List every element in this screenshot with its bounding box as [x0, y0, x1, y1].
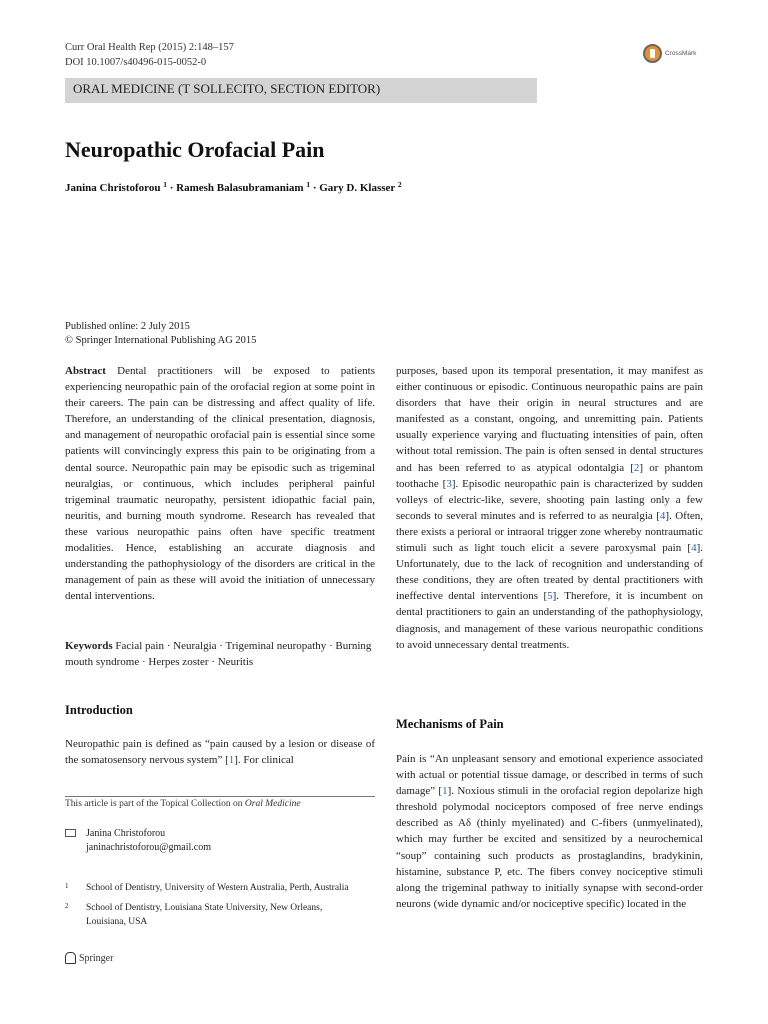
- body-text: Pain is “An unpleasant sensory and emotional experience associated with actual or potential tissue damage, or described in terms of such damage” [: [396, 753, 703, 798]
- mechanisms-heading: Mechanisms of Pain: [396, 717, 504, 731]
- author-affiliation-mark: 1: [163, 180, 167, 189]
- footnote-divider: [65, 796, 375, 797]
- publisher-logo: [65, 952, 113, 964]
- mechanisms-section: [396, 751, 703, 912]
- author-name[interactable]: Gary D. Klasser: [319, 182, 396, 194]
- body-text: ]. Unfortunately, due to the lack of recognition and understanding of these conditions, they are often treated by dental practitioners with ineffective dental interventions [: [396, 542, 703, 603]
- citation-link[interactable]: 1: [228, 754, 235, 767]
- topical-collection-note: [65, 799, 301, 809]
- citation-link[interactable]: 4: [659, 509, 666, 522]
- crossmark-badge[interactable]: [643, 44, 696, 63]
- affiliation: [65, 901, 331, 929]
- publication-info: [65, 320, 256, 348]
- journal-citation: [65, 40, 234, 70]
- keywords-label: Keywords: [65, 640, 113, 652]
- introduction-section: [65, 736, 375, 768]
- body-text: ]. Episodic neuropathic pain is characterized by sudden volleys of electric-like, severe, shooting pain lasting only a few seconds to several minutes and is referred to as neuralgia [: [396, 477, 703, 522]
- doi[interactable]: DOI 10.1007/s40496-015-0052-0: [65, 57, 207, 68]
- author-name[interactable]: Ramesh Balasubramaniam: [176, 182, 304, 194]
- citation-link[interactable]: 2: [633, 461, 640, 474]
- author-separator: ·: [312, 182, 317, 194]
- author-separator: ·: [169, 182, 174, 194]
- keywords-section: [65, 638, 375, 670]
- abstract-section: [65, 363, 375, 604]
- affiliation-text: School of Dentistry, Louisiana State University, New Orleans, Louisiana, USA: [86, 903, 323, 927]
- introduction-paragraph: [65, 736, 375, 768]
- author-affiliation-mark: 2: [397, 180, 402, 189]
- intro-text: ]. For clinical: [234, 754, 294, 767]
- affiliation-number: 2: [65, 902, 69, 910]
- author-name[interactable]: Janina Christoforou: [65, 182, 161, 194]
- citation-link[interactable]: 4: [691, 542, 697, 555]
- citation-link[interactable]: 5: [547, 590, 553, 603]
- publisher-name: Springer: [79, 952, 114, 964]
- contact-email[interactable]: janinachristoforou@gmail.com: [86, 842, 212, 853]
- affiliation-text: School of Dentistry, University of Western Australia, Perth, Australia: [86, 883, 349, 893]
- keywords-text: Facial pain · Neuralgia · Trigeminal neuropathy · Burning mouth syndrome · Herpes zoster · Neuritis: [65, 640, 372, 669]
- introduction-heading: Introduction: [65, 703, 133, 717]
- article-title: Neuropathic Orofacial Pain: [65, 137, 325, 162]
- citation-link[interactable]: 1: [442, 785, 448, 798]
- journal-reference: Curr Oral Health Rep (2015) 2:148–157: [65, 42, 234, 53]
- contact-name: Janina Christoforou: [86, 828, 166, 839]
- body-text: purposes, based upon its temporal presentation, it may manifest as either continuous or episodic. Continuous neuropathic pains are pain disorders that have their origin in neural structures and are manifested as a constant, ongoing, and unremitting pain. Patients usually experience varying and fluctuating intensities of pain, often without total remission. The pain is often sensed in dental structures and has been referred to as atypical odontalgia [: [396, 365, 703, 474]
- abstract-text: Dental practitioners will be exposed to patients experiencing neuropathic pain of the orofacial region at some point in their careers. The pain can be distressing and affect quality of life. Therefore, an understanding of the clinical presentation, diagnosis, and management of neuropathic orofacial pain is essential since some patients will convincingly express this pain to be originating from a dental source. Neuropathic pain may be episodic such as trigeminal neuralgias, or continuous, which includes peripheral painful trigeminal traumatic neuropathy, persistent idiopathic facial pain, neuritis, and burning mouth syndrome. Research has revealed that these various neuropathic pains often have specific treatment modalities. Hence, establishing an accurate diagnosis and understanding the pathophysiology of the disorders are critical in the management of pain as these will avoid the initiation of unnecessary dental interventions.: [65, 365, 376, 603]
- envelope-icon: [65, 829, 76, 837]
- intro-text: Neuropathic pain is defined as “pain caused by a lesion or disease of the somatosensory nervous system” [: [65, 738, 375, 767]
- abstract-label: Abstract: [65, 365, 106, 377]
- author-affiliation-mark: 1: [306, 180, 311, 189]
- topical-prefix: This article is part of the Topical Collection on: [65, 799, 245, 809]
- section-banner: ORAL MEDICINE (T SOLLECITO, SECTION EDITOR): [65, 78, 537, 103]
- abstract-paragraph: [65, 363, 375, 604]
- crossmark-label: CrossMark: [665, 50, 697, 57]
- author-list: [65, 180, 402, 194]
- body-text: ]. Therefore, it is incumbent on dental practitioners to gain an understanding of the pathophysiology, diagnosis, and management of these various neuropathic conditions to avoid unnecessary dental treatments.: [396, 590, 703, 651]
- topical-collection[interactable]: Oral Medicine: [244, 799, 301, 809]
- affiliation: [65, 881, 386, 895]
- copyright: © Springer International Publishing AG 2015: [65, 335, 257, 346]
- body-text: ]. Noxious stimuli in the orofacial region depolarize high threshold polymodal nociceptors composed of free nerve endings described as Aδ (thinly myelinated) and C-fibers (unmyelinated), which may further be excited and sensitized by a neurochemical “soup” containing such products as prostaglandins, bradykinin, histamine, substance P, etc. The fibers convey nociceptive stimuli along the trigeminal pathway to initially synapse with second-order neurons (wide dynamic and/or nociceptive specific) located in the: [396, 785, 703, 910]
- crossmark-icon: [643, 44, 662, 63]
- body-text: ] or phantom toothache [: [396, 461, 703, 490]
- published-date: Published online: 2 July 2015: [65, 321, 190, 332]
- intro-continued-paragraph: [396, 363, 703, 653]
- body-text: ]. Often, there exists a perioral or intraoral trigger zone whereby nontraumatic stimuli such as light touch elicit a severe paroxysmal pain [: [396, 509, 704, 555]
- mechanisms-paragraph: [396, 751, 703, 912]
- keywords-paragraph: [65, 638, 375, 670]
- citation-link[interactable]: 3: [446, 477, 452, 490]
- corresponding-author: [65, 827, 211, 855]
- affiliation-number: 1: [65, 882, 69, 890]
- intro-continued: [396, 363, 703, 653]
- springer-horse-icon: [65, 952, 76, 964]
